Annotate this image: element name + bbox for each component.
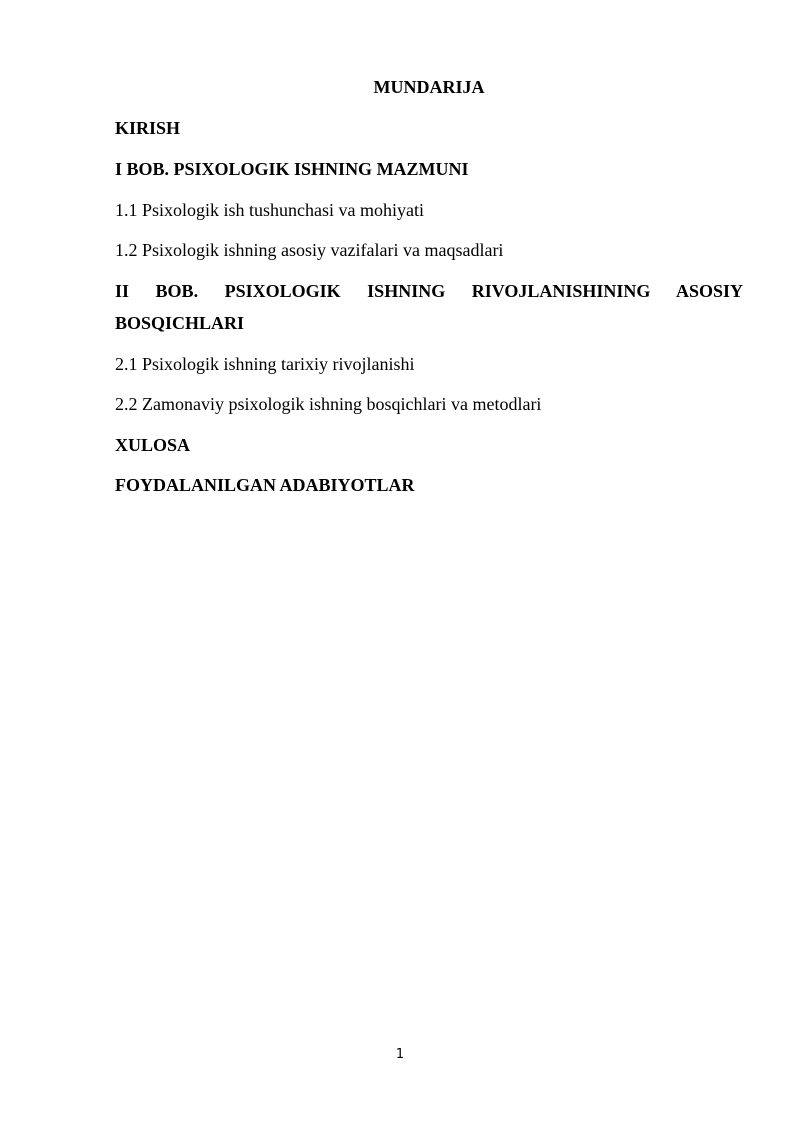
toc-entry-xulosa: XULOSA (115, 435, 191, 455)
toc-entry-chapter-1: I BOB. PSIXOLOGIK ISHNING MAZMUNI (115, 159, 469, 179)
toc-entry-section-1-2: 1.2 Psixologik ishning asosiy vazifalari va maqsadlari (115, 240, 504, 260)
page-title: MUNDARIJA (373, 77, 485, 97)
toc-entry-chapter-2-line2: BOSQICHLARI (115, 313, 245, 333)
toc-entry-chapter-2-line1: II BOB. PSIXOLOGIK ISHNING RIVOJLANISHINING ASOSIY (115, 281, 743, 301)
toc-entry-references: FOYDALANILGAN ADABIYOTLAR (115, 475, 415, 495)
toc-entry-kirish: KIRISH (115, 118, 181, 138)
toc-entry-section-2-1: 2.1 Psixologik ishning tarixiy rivojlanishi (115, 354, 415, 374)
page-number: 1 (395, 1047, 405, 1062)
toc-entry-section-1-1: 1.1 Psixologik ish tushunchasi va mohiyati (115, 200, 424, 220)
toc-entry-section-2-2: 2.2 Zamonaviy psixologik ishning bosqichlari va metodlari (115, 394, 542, 414)
